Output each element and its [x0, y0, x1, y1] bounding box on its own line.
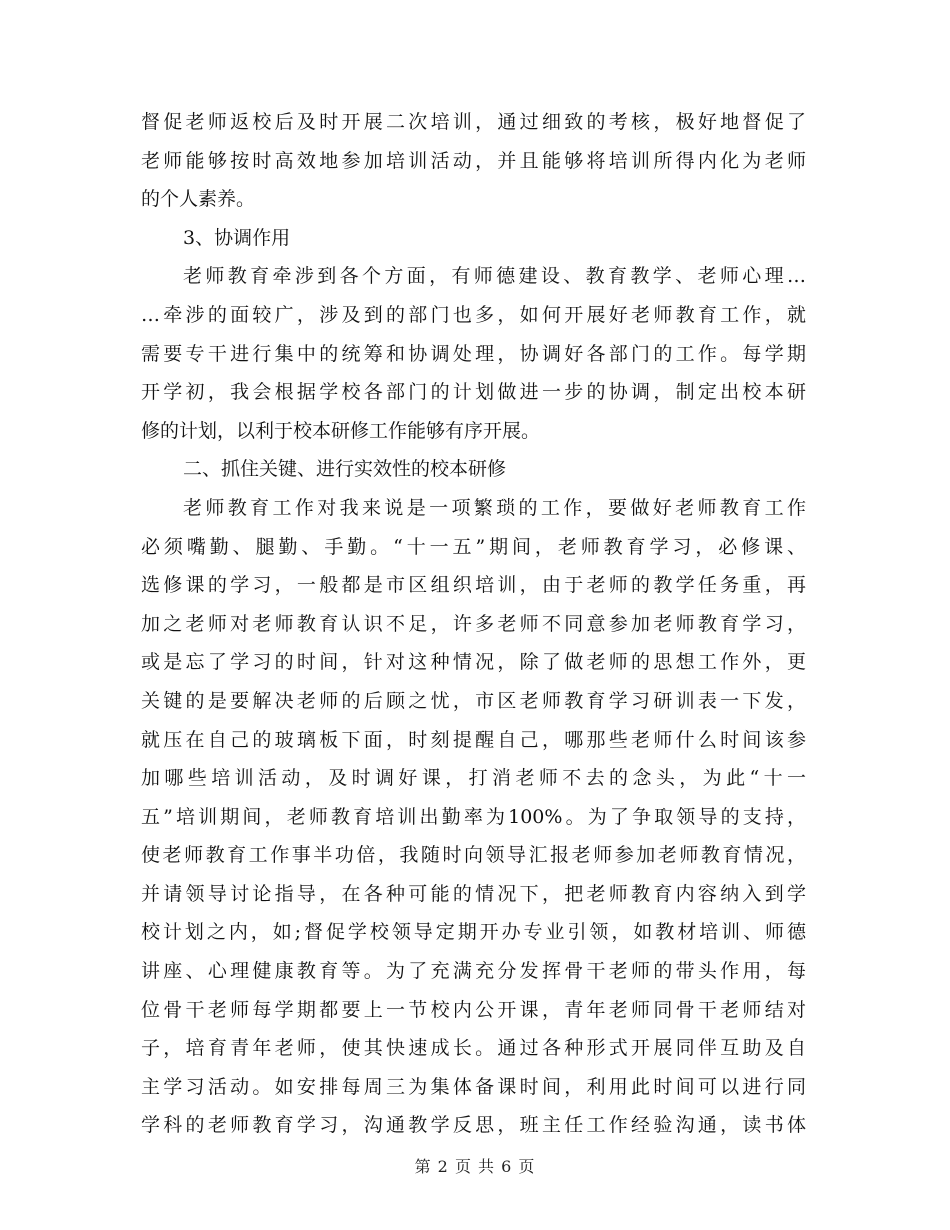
text-line: 修的计划，以利于校本研修工作能够有序开展。 — [141, 419, 541, 442]
text-line: 或是忘了学习的时间，针对这种情况，除了做老师的思想工作外，更 — [141, 651, 806, 674]
section-heading: 二、抓住关键、进行实效性的校本研修 — [183, 458, 507, 481]
text-line: 五”培训期间，老师教育培训出勤率为100%。为了争取领导的支持， — [141, 805, 806, 828]
text-line: 学科的老师教育学习，沟通教学反思，班主任工作经验沟通，读书体 — [141, 1114, 806, 1137]
text-line: 老师教育牵涉到各个方面，有师德建设、教育教学、老师心理… — [183, 265, 806, 288]
text-line: 使老师教育工作事半功倍，我随时向领导汇报老师参加老师教育情况， — [141, 844, 806, 867]
text-line: 校计划之内，如;督促学校领导定期开办专业引领，如教材培训、师德 — [141, 921, 806, 944]
text-line: 子，培育青年老师，使其快速成长。通过各种形式开展同伴互助及自 — [141, 1037, 806, 1060]
page-number-footer: 第 2 页 共 6 页 — [414, 1157, 536, 1176]
text-line: 需要专干进行集中的统筹和协调处理，协调好各部门的工作。每学期 — [141, 342, 806, 365]
text-line: 关键的是要解决老师的后顾之忧，市区老师教育学习研训表一下发， — [141, 689, 806, 712]
text-line: 老师能够按时高效地参加培训活动，并且能够将培训所得内化为老师 — [141, 149, 806, 172]
text-line: 选修课的学习，一般都是市区组织培训，由于老师的教学任务重，再 — [141, 574, 806, 597]
document-body — [141, 103, 806, 1145]
text-line: 位骨干老师每学期都要上一节校内公开课，青年老师同骨干老师结对 — [141, 998, 806, 1021]
text-line: 主学习活动。如安排每周三为集体备课时间，利用此时间可以进行同 — [141, 1075, 806, 1098]
text-line: 督促老师返校后及时开展二次培训，通过细致的考核，极好地督促了 — [141, 111, 806, 133]
text-line: 的个人素养。 — [141, 188, 256, 211]
text-line: 加哪些培训活动，及时调好课，打消老师不去的念头，为此“十一 — [141, 767, 806, 790]
section-heading: 3、协调作用 — [183, 226, 291, 249]
text-line: 就压在自己的玻璃板下面，时刻提醒自己，哪那些老师什么时间该参 — [141, 728, 806, 751]
text-line: 讲座、心理健康教育等。为了充满充分发挥骨干老师的带头作用，每 — [141, 960, 806, 983]
text-line: 开学初，我会根据学校各部门的计划做进一步的协调，制定出校本研 — [141, 381, 806, 404]
text-line: 加之老师对老师教育认识不足，许多老师不同意参加老师教育学习， — [141, 612, 806, 635]
text-line: 并请领导讨论指导，在各种可能的情况下，把老师教育内容纳入到学 — [141, 882, 806, 905]
text-line: 老师教育工作对我来说是一项繁琐的工作，要做好老师教育工作 — [183, 496, 806, 519]
text-line: …牵涉的面较广，涉及到的部门也多，如何开展好老师教育工作，就 — [141, 303, 806, 326]
text-line: 必须嘴勤、腿勤、手勤。“十一五”期间，老师教育学习，必修课、 — [141, 535, 806, 558]
